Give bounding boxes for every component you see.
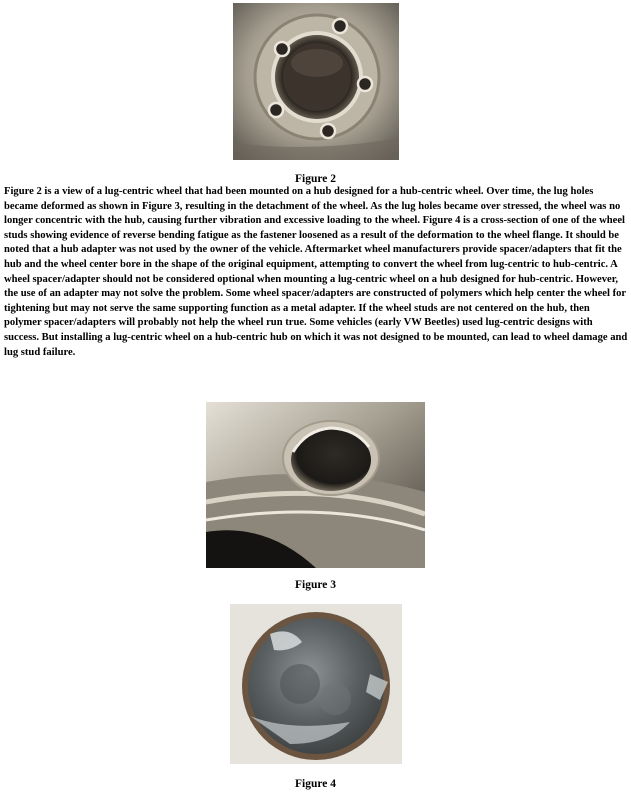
deformed-lug-hole-image — [206, 402, 425, 568]
figure-4-caption: Figure 4 — [295, 778, 336, 790]
body-paragraph: Figure 2 is a view of a lug-centric wheel that had been mounted on a hub designed for a hub-centric wheel. Over time, the lug holes became deformed as shown in Figure 3, resulting in the detachment of the wheel. As the lug holes became over stressed, the wheel was no longer concentric with the hub, causing further vibration and excessive loading to the wheel. Figure 4 is a cross-section of one of the wheel studs showing evidence of reverse bending fatigue as the fastener loosened as a result of the deformation to the wheel flange. It should be noted that a hub adapter was not used by the owner of the vehicle. Aftermarket wheel manufacturers provide spacer/adapters that fit the hub and the wheel center bore in the shape of the original equipment, attempting to convert the wheel from lug-centric to hub-centric. A wheel spacer/adapter should not be considered optional when mounting a lug-centric wheel on a hub designed for hub-centric. However, the use of an adapter may not solve the problem. Some wheel spacer/adapters are constructed of polymers which help center the wheel for tightening but may not serve the same supporting function as a metal adapter. If the wheel studs are not centered on the hub, then polymer spacer/adapters will probably not help the wheel run true. Some vehicles (early VW Beetles) used lug-centric designs with success. But installing a lug-centric wheel on a hub-centric hub on which it was not designed to be mounted, can lead to wheel damage and lug stud failure. — [4, 186, 628, 358]
figure-2-caption: Figure 2 — [295, 173, 336, 185]
figure-3-caption: Figure 3 — [295, 579, 336, 591]
figure-4-photo — [230, 604, 402, 764]
figure-2-photo — [233, 3, 399, 160]
wheel-hub-image — [233, 3, 399, 160]
figure-3-photo — [206, 402, 425, 568]
stud-cross-section-image — [230, 604, 402, 764]
